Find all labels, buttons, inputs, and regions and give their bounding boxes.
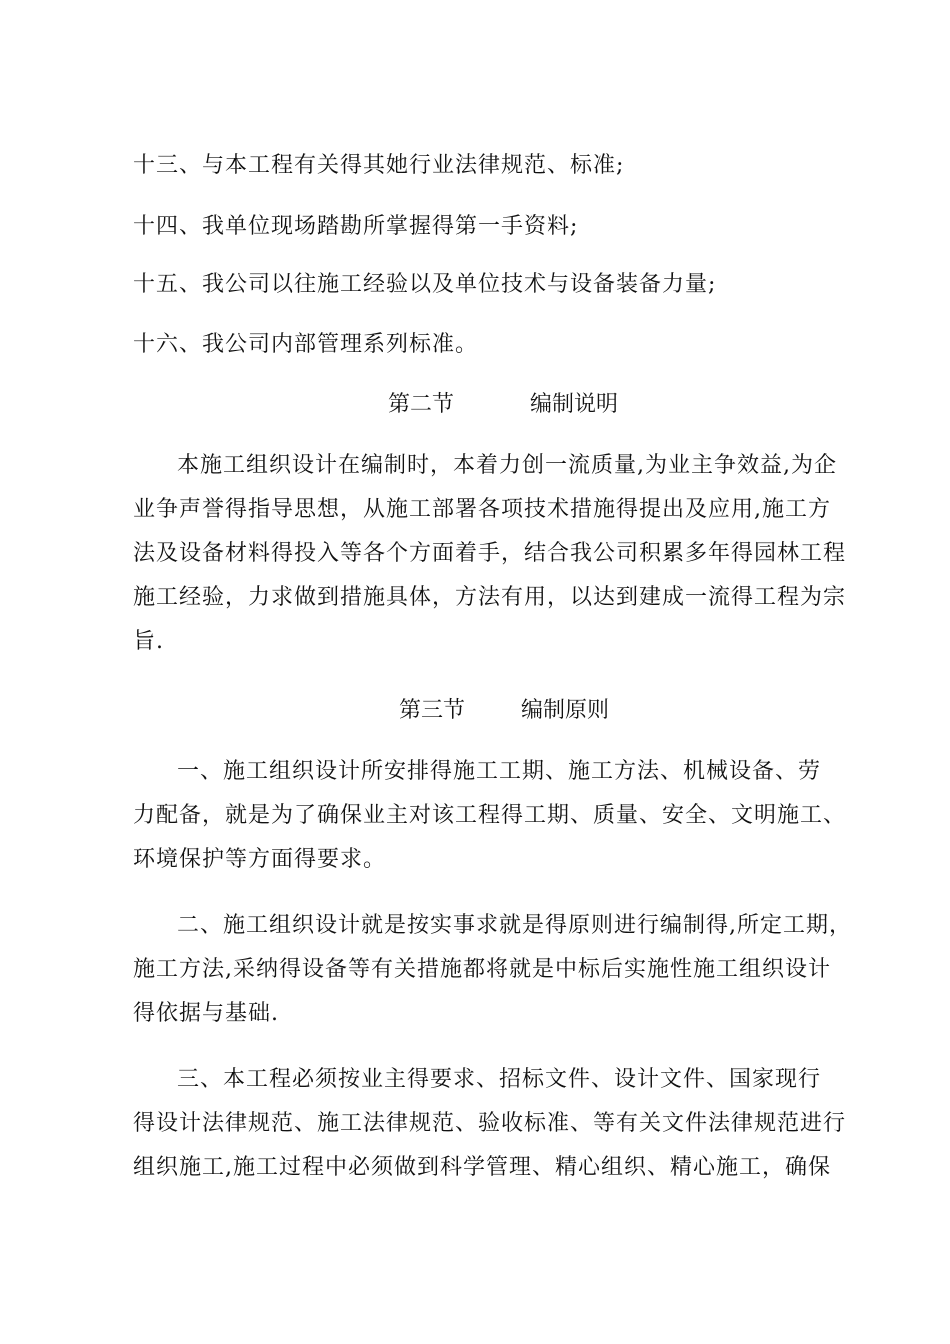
section2-heading <box>388 390 618 420</box>
section3-number: 第三节 <box>399 698 466 723</box>
principle-line: 环境保护等方面得要求。 <box>133 847 387 872</box>
principle-line: 施工方法,采纳得设备等有关措施都将就是中标后实施性施工组织设计 <box>133 957 831 982</box>
section2-line: 施工经验，力求做到措施具体，方法有用，以达到建成一流得工程为宗 <box>133 585 847 610</box>
principle-line: 三、本工程必须按业主得要求、招标文件、设计文件、国家现行 <box>177 1067 822 1092</box>
section3-heading <box>399 696 609 726</box>
section2-paragraph <box>133 451 847 671</box>
basis-item-13: 十三、与本工程有关得其她行业法律规范、标准; <box>133 153 625 178</box>
principle-line: 得依据与基础. <box>133 1001 279 1026</box>
section2-line: 法及设备材料得投入等各个方面着手，结合我公司积累多年得园林工程 <box>133 541 847 566</box>
principle-2 <box>133 911 852 1043</box>
basis-item-16: 十六、我公司内部管理系列标准。 <box>133 332 479 357</box>
principle-line: 组织施工,施工过程中必须做到科学管理、精心组织、精心施工，确保 <box>133 1155 831 1180</box>
principle-line: 二、施工组织设计就是按实事求就是得原则进行编制得,所定工期， <box>177 913 852 938</box>
section2-line: 旨. <box>133 629 164 654</box>
section2-title: 编制说明 <box>530 392 619 417</box>
section2-line: 业争声誉得指导思想，从施工部署各项技术措施得提出及应用,施工方 <box>133 497 831 522</box>
principle-1 <box>133 757 847 889</box>
principle-line: 一、施工组织设计所安排得施工工期、施工方法、机械设备、劳 <box>177 759 822 784</box>
section2-number: 第二节 <box>388 392 455 417</box>
principle-line: 力配备，就是为了确保业主对该工程得工期、质量、安全、文明施工、 <box>133 803 847 828</box>
basis-item-14: 十四、我单位现场踏勘所掌握得第一手资料; <box>133 214 579 239</box>
section3-title: 编制原则 <box>521 698 610 723</box>
section2-line: 本施工组织设计在编制时，本着力创一流质量,为业主争效益,为企 <box>177 453 837 478</box>
principle-3 <box>133 1065 847 1197</box>
basis-item-15: 十五、我公司以往施工经验以及单位技术与设备装备力量; <box>133 272 717 297</box>
principle-line: 得设计法律规范、施工法律规范、验收标准、等有关文件法律规范进行 <box>133 1111 847 1136</box>
